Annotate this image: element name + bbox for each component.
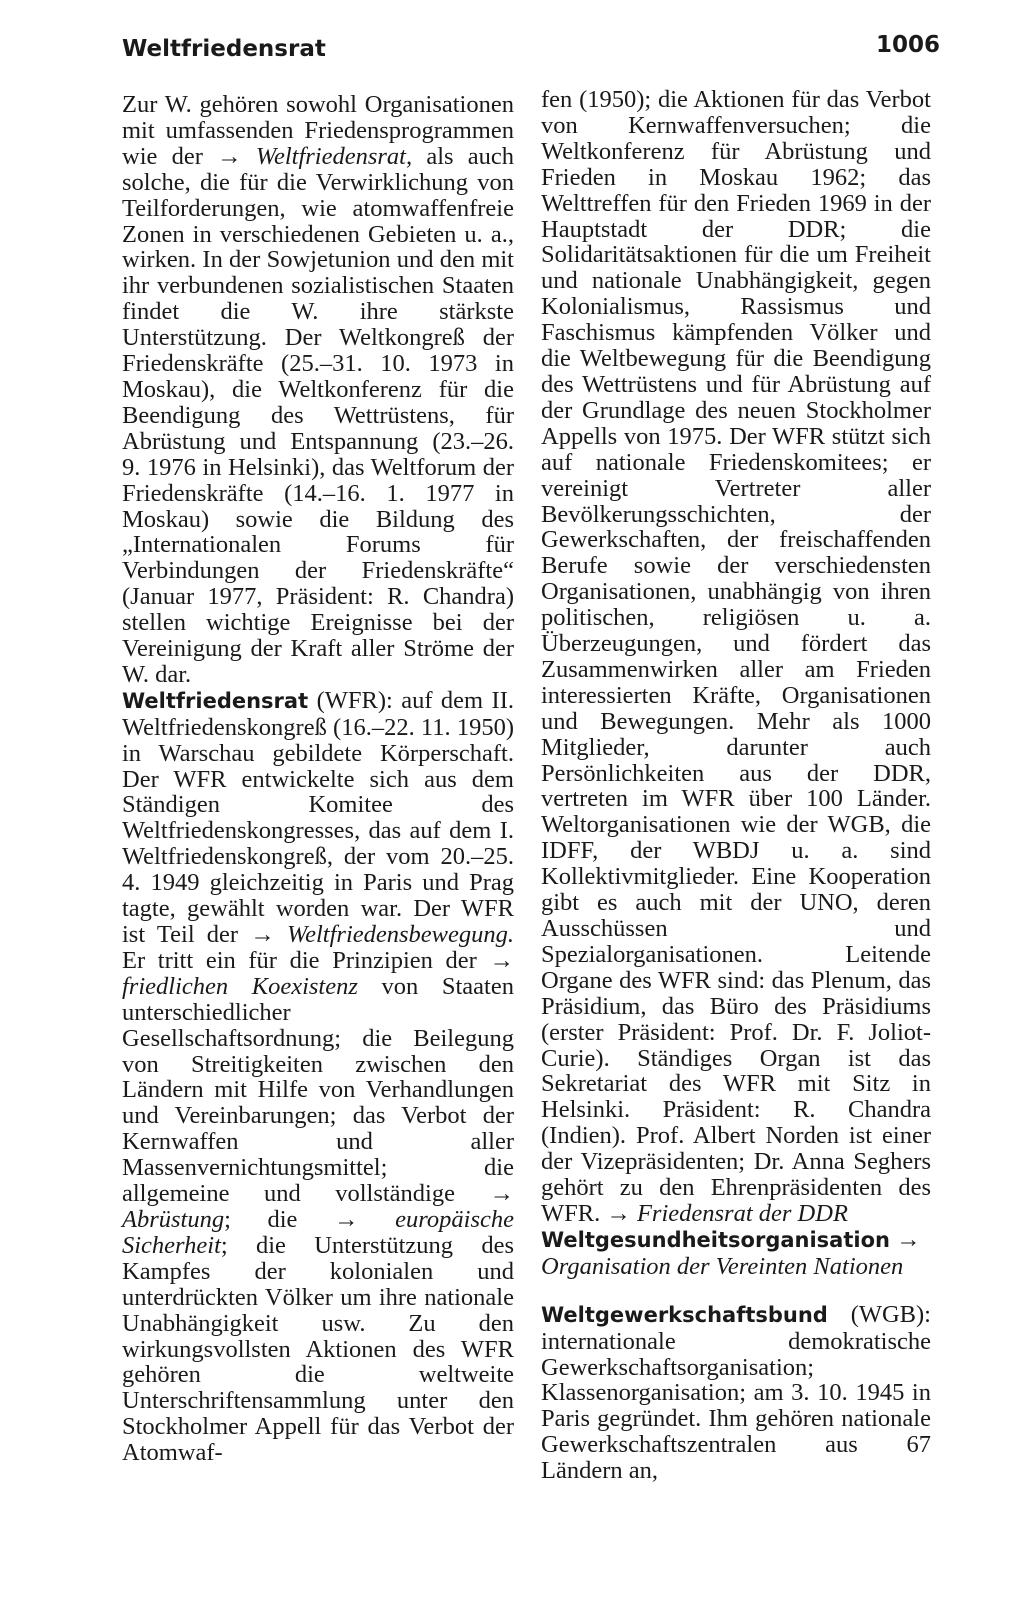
intro-paragraph	[122, 92, 514, 688]
page-number: 1006	[875, 32, 940, 58]
text-run: Er tritt ein für die Prinzipien der	[122, 946, 477, 974]
continuation-paragraph	[541, 87, 931, 1227]
running-header-title: Weltfriedensrat	[122, 36, 326, 62]
right-column	[541, 87, 931, 1484]
entry-weltgesundheitsorganisation	[541, 1227, 931, 1280]
entry-weltfriedensrat	[122, 688, 514, 1466]
cross-reference-arrow-icon: →	[489, 946, 514, 974]
cross-reference-arrow-icon: →	[896, 1225, 921, 1253]
cross-reference-europaeische-sicherheit[interactable]: europäische Sicherheit	[122, 1205, 514, 1259]
cross-reference-abruestung[interactable]: Abrüstung	[122, 1205, 225, 1233]
text-run: fen (1950); die Aktionen für das Verbot von Kernwaffenversuchen; die Weltkonferenz für Abrüstung und Frieden in Moskau 1962; das Welttreffen für den Frieden 1969 in der Hauptstadt der DDR; die Solidaritätsaktionen für die um Freiheit und nationale Unabhängigkeit, gegen Kolonialismus, Rassismus und Faschismus kämpfenden Völker und die Weltbewegung für die Beendigung des Wettrüstens und für Abrüstung auf der Grundlage des neuen Stockholmer Appells von 1975. Der WFR stützt sich auf nationale Friedenskomitees; er vereinigt Vertreter aller Bevölkerungsschichten, der Gewerkschaften, der freischaffenden Berufe sowie der verschiedensten Organisationen, unabhängig von ihren politischen, religiösen u. a. Überzeugungen, und fördert das Zusammenwirken aller am Frieden interessierten Kräfte, Organisationen und Bewegungen. Mehr als 1000 Mitglieder, darunter auch Persönlichkeiten aus der DDR, vertreten im WFR über 100 Länder. Weltorganisationen wie der WGB, die IDFF, der WBDJ u. a. sind Kollektivmitglieder. Eine Kooperation gibt es auch mit der UNO, deren Ausschüssen und Spezialorganisationen. Leitende Organe des WFR sind: das Plenum, das Präsidium, das Büro des Präsidiums (erster Präsident: Prof. Dr. F. Joliot-Curie). Ständiges Organ ist das Sekretariat des WFR mit Sitz in Helsinki. Präsident: R. Chandra (Indien). Prof. Albert Norden ist einer der Vizepräsidenten; Dr. Anna Seghers gehört zu den Ehrenpräsidenten des WFR.	[541, 86, 931, 1227]
text-run: ; die	[224, 1205, 298, 1233]
cross-reference-arrow-icon: →	[489, 1180, 514, 1208]
cross-reference-arrow-icon: →	[334, 1205, 359, 1233]
entry-headword: Weltgewerkschaftsbund	[541, 1302, 828, 1327]
cross-reference-arrow-icon: →	[250, 921, 275, 948]
left-column	[122, 92, 514, 1466]
text-run: von Staaten unterschiedlicher Gesellschaftsordnung; die Beilegung von Streitigkeiten zwischen den Ländern mit Hilfe von Verhandlungen und Vereinbarungen; das Verbot der Kernwaffen und aller Massenvernichtungsmittel; die allgemeine und vollständige	[122, 972, 514, 1208]
text-run: (WFR): auf dem II. Weltfriedenskongreß (16.–22. 11. 1950) in Warschau gebildete Körperschaft. Der WFR entwickelte sich aus dem Ständigen Komitee des Weltfriedenskongresses, das auf dem I. Weltfriedenskongreß, der vom 20.–25. 4. 1949 gleichzeitig in Paris und Prag tagte, gewählt worden war. Der WFR ist Teil der	[122, 686, 514, 948]
entry-headword: Weltfriedensrat	[122, 688, 309, 713]
cross-reference-organisation-der-vereinten-nationen[interactable]: Organisation der Vereinten Nationen	[541, 1252, 904, 1280]
cross-reference-weltfriedensrat[interactable]: Weltfriedensrat,	[255, 142, 413, 170]
text-run: (WGB): internationale demokratische Gewerkschaftsorganisation; Klassenorganisation; am 3. 10. 1945 in Paris gegründet. Ihm gehören nationale Gewerkschaftszentralen aus 67 Ländern an,	[541, 1300, 931, 1485]
cross-reference-friedensrat-der-ddr[interactable]: Friedensrat der DDR	[636, 1199, 848, 1227]
text-run: ; die Unterstützung des Kampfes der kolonialen und unterdrückten Völker um ihre nationale Unabhängigkeit usw. Zu den wirkungsvollsten Aktionen des WFR gehören die weltweite Unterschriftensammlung unter den Stockholmer Appell für das Verbot der Atomwaf-	[122, 1231, 514, 1467]
entry-headword: Weltgesundheitsorganisation	[541, 1227, 890, 1252]
cross-reference-arrow-icon: →	[606, 1199, 631, 1227]
entry-weltgewerkschaftsbund	[541, 1302, 931, 1484]
cross-reference-weltfriedensbewegung[interactable]: Weltfriedensbewegung.	[286, 921, 515, 948]
cross-reference-arrow-icon: →	[217, 142, 242, 170]
text-run: als auch solche, die für die Verwirklichung von Teilforderungen, wie atomwaffenfreie Zonen in verschiedenen Gebieten u. a., wirken. In der Sowjetunion und den mit ihr verbundenen sozialistischen Staaten findet die W. ihre stärkste Unterstützung. Der Weltkongreß der Friedenskräfte (25.–31. 10. 1973 in Moskau), die Weltkonferenz für die Beendigung des Wettrüstens, für Abrüstung und Entspannung (23.–26. 9. 1976 in Helsinki), das Weltforum der Friedenskräfte (14.–16. 1. 1977 in Moskau) sowie die Bildung des „Internationalen Forums für Verbindungen der Friedenskräfte“ (Januar 1977, Präsident: R. Chandra) stellen wichtige Ereignisse bei der Vereinigung der Kraft aller Ströme der W. dar.	[122, 142, 515, 688]
text-run: Zur W. gehören sowohl Organisationen mit umfassenden Friedensprogrammen wie der	[122, 91, 514, 170]
cross-reference-friedliche-koexistenz[interactable]: friedlichen Koexistenz	[122, 972, 358, 1000]
